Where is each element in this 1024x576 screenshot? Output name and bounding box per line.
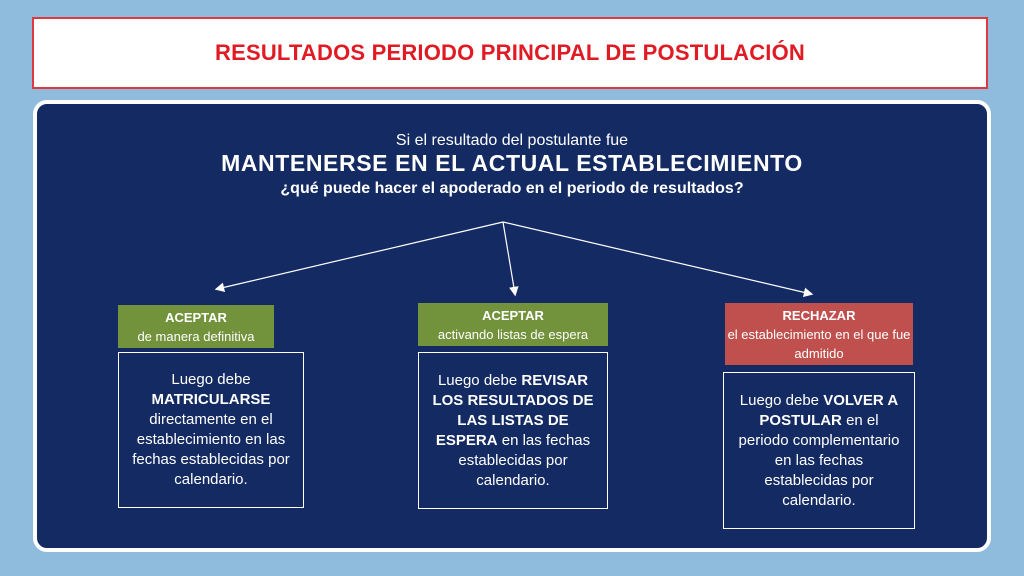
option-label-accept-waitlist [418, 303, 608, 346]
option-box-reject [723, 372, 915, 529]
option-label-title: ACEPTAR [482, 308, 544, 323]
intro-line-1: Si el resultado del postulante fue [395, 132, 629, 149]
option-text-post: en las fechas establecidas por calendario. [458, 431, 591, 489]
option-box-accept-waitlist [418, 352, 608, 509]
content-panel [33, 100, 991, 552]
option-text-pre: Luego debe [437, 371, 518, 389]
intro-question: ¿qué puede hacer el apoderado en el periodo de resultados? [280, 180, 744, 197]
option-text-bold: MATRICULARSE [151, 391, 271, 408]
arrow-right [503, 222, 811, 294]
option-label-reject [725, 303, 913, 365]
option-label-subtitle: el establecimiento en el que fue admitido [727, 327, 911, 361]
title-banner [32, 17, 988, 89]
option-text-post: en el periodo complementario en las fechas establecidas por calendario. [738, 411, 900, 509]
option-label-title: ACEPTAR [165, 310, 227, 325]
option-label-subtitle: activando listas de espera [437, 327, 589, 342]
option-text-bold: REVISAR LOS RESULTADOS DE LAS LISTAS DE ESPERA [432, 371, 594, 449]
option-text-post: directamente en el establecimiento en las fechas establecidas por calendario. [132, 411, 290, 488]
arrow-center [503, 222, 515, 294]
intro-heading: MANTENERSE EN EL ACTUAL ESTABLECIMIENTO [221, 150, 803, 176]
option-text-bold: VOLVER A POSTULAR [759, 391, 899, 429]
option-box-accept-definitive [118, 352, 304, 508]
option-label-title: RECHAZAR [782, 308, 856, 323]
option-text-pre: Luego debe [739, 391, 820, 409]
option-label-subtitle: de manera definitiva [137, 329, 255, 344]
option-text-pre: Luego debe [171, 371, 251, 388]
arrow-left [217, 222, 503, 289]
page-title: RESULTADOS PERIODO PRINCIPAL DE POSTULACIÓN [214, 40, 805, 65]
option-label-accept-definitive [118, 305, 274, 348]
